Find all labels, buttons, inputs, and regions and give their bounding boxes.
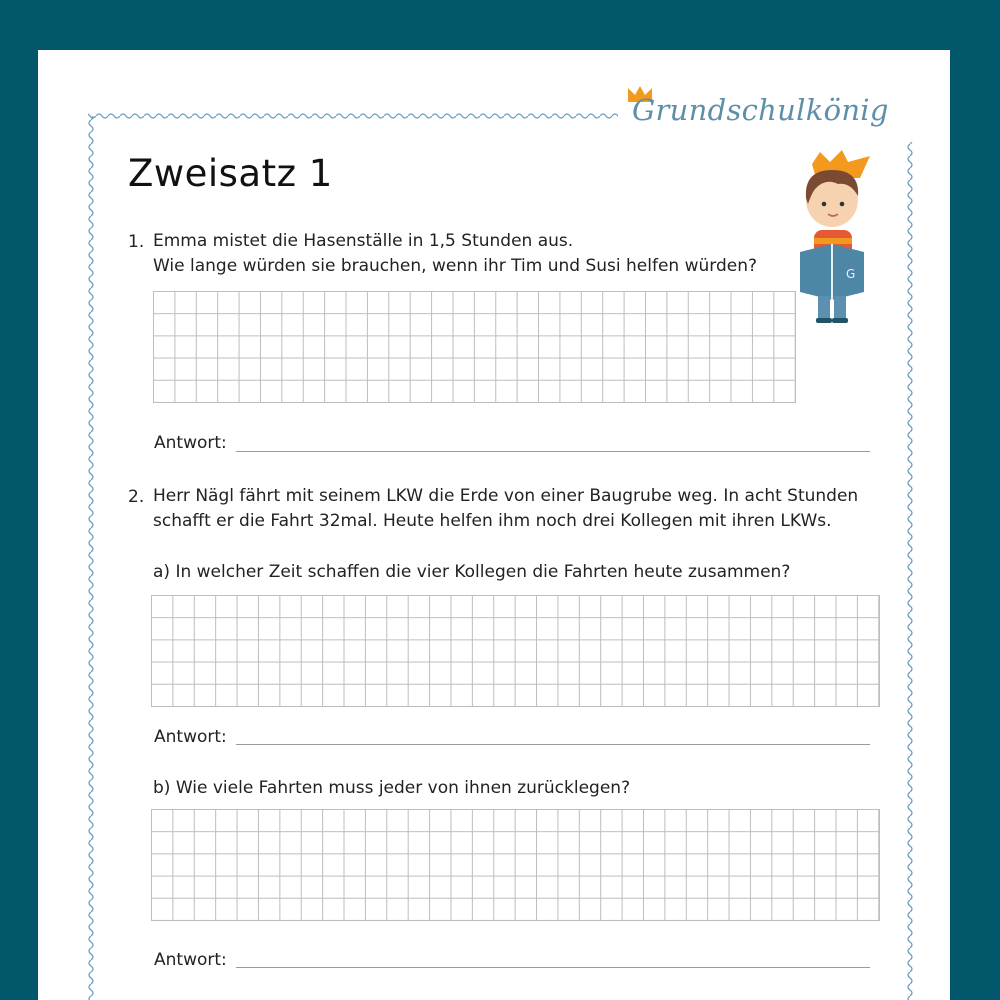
brand-logo: Grundschulkönig <box>632 93 889 127</box>
task-1-answer-label: Antwort: <box>154 433 227 453</box>
mascot-illustration <box>790 148 880 328</box>
svg-text:G: G <box>846 267 856 281</box>
task-2a-question: a) In welcher Zeit schaffen die vier Kollegen die Fahrten heute zusammen? <box>153 562 791 582</box>
task-1-answer-line[interactable] <box>236 451 870 452</box>
task-2a-answer-line[interactable] <box>236 744 870 745</box>
task-2b-question: b) Wie viele Fahrten muss jeder von ihnen zurücklegen? <box>153 778 631 798</box>
task-2b-answer-label: Antwort: <box>154 950 227 970</box>
task-2-number: 2. <box>128 487 145 507</box>
task-1-line-2: Wie lange würden sie brauchen, wenn ihr Tim und Susi helfen würden? <box>153 256 758 276</box>
task-2a-work-grid[interactable] <box>151 595 880 707</box>
task-2-line-1: Herr Nägl fährt mit seinem LKW die Erde von einer Baugrube weg. In acht Stunden <box>153 486 859 506</box>
page-title: Zweisatz 1 <box>128 152 333 195</box>
task-2a-answer-label: Antwort: <box>154 727 227 747</box>
task-2b-work-grid[interactable] <box>151 809 880 921</box>
task-1-work-grid[interactable] <box>153 291 796 403</box>
task-1-number: 1. <box>128 232 145 252</box>
task-2b-answer-line[interactable] <box>236 967 870 968</box>
task-2-line-2: schafft er die Fahrt 32mal. Heute helfen ihm noch drei Kollegen mit ihren LKWs. <box>153 511 832 531</box>
task-1-line-1: Emma mistet die Hasenställe in 1,5 Stunden aus. <box>153 231 574 251</box>
